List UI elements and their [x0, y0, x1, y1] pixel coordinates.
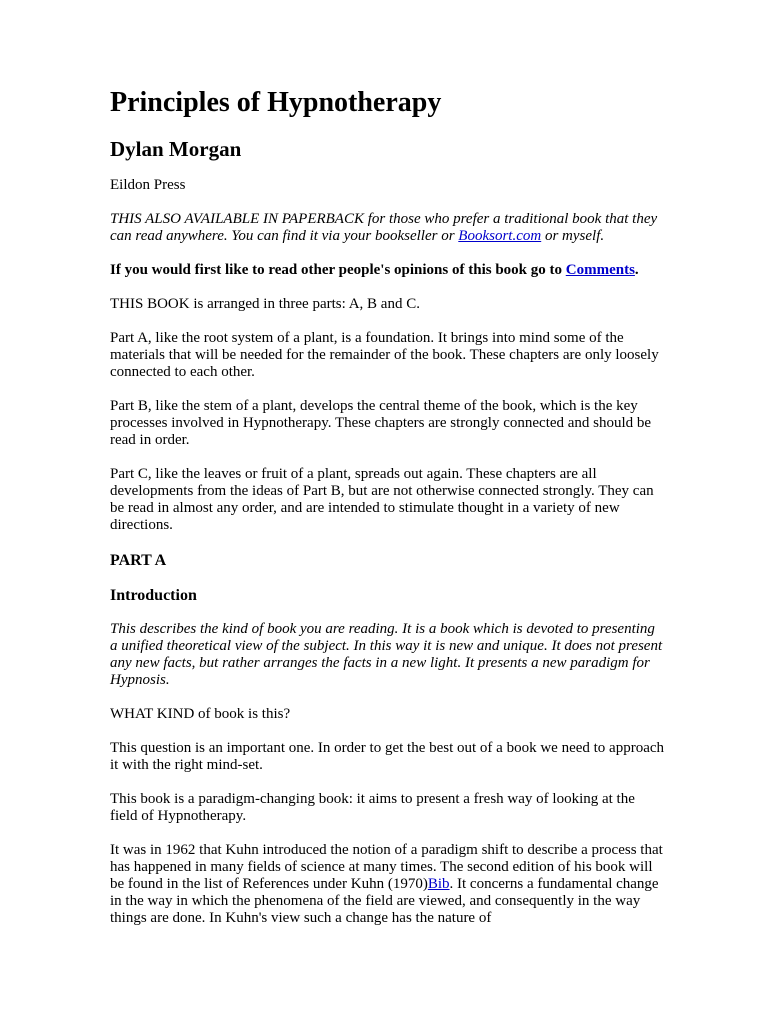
- comments-note: [110, 262, 666, 279]
- what-kind-question: WHAT KIND of book is this?: [110, 706, 291, 722]
- part-b-description: Part B, like the stem of a plant, develops the central theme of the book, which is the key processes involved in Hypnotherapy. These chapters are strongly connected and should be read in order.: [110, 398, 652, 448]
- kuhn-paragraph: [110, 842, 666, 927]
- question-paragraph: This question is an important one. In order to get the best out of a book we need to approach it with the right mind-set.: [110, 740, 665, 773]
- paperback-note: [110, 211, 666, 245]
- paradigm-paragraph: This book is a paradigm-changing book: it aims to present a fresh way of looking at the field of Hypnotherapy.: [110, 791, 635, 824]
- introduction-heading: Introduction: [110, 587, 197, 604]
- booksort-link[interactable]: Booksort.com: [458, 228, 542, 244]
- part-a-description: Part A, like the root system of a plant, is a foundation. It brings into mind some of the materials that will be needed for the remainder of the book. These chapters are only loosely connected to each other.: [110, 330, 659, 380]
- book-title: Principles of Hypnotherapy: [110, 87, 442, 118]
- arrangement-text: THIS BOOK is arranged in three parts: A, B and C.: [110, 296, 420, 312]
- paperback-text: THIS ALSO AVAILABLE IN PAPERBACK for those who prefer a traditional book that they can read anywhere. You can find it via your bookseller or: [110, 211, 658, 244]
- document-body: [110, 86, 666, 927]
- kuhn-text: It was in 1962 that Kuhn introduced the notion of a paradigm shift to describe a process that has happened in many fields of science at many times. The second edition of his book will be found in the list of References under Kuhn (1970): [110, 842, 663, 892]
- comments-text: If you would first like to read other people's opinions of this book go to: [110, 262, 566, 278]
- part-a-heading: PART A: [110, 552, 167, 569]
- bib-link[interactable]: Bib: [427, 876, 450, 892]
- comments-text-end: .: [634, 262, 639, 278]
- paperback-text-end: or myself.: [541, 228, 605, 244]
- kuhn-text-end: . It concerns a fundamental change in the way in which the phenomena of the field are viewed, and consequently in the way things are done. In Kuhn's view such a change has the nature of: [110, 876, 659, 926]
- part-c-description: Part C, like the leaves or fruit of a plant, spreads out again. These chapters are all developments from the ideas of Part B, but are not otherwise connected strongly. They can be read in almost any order, and are intended to stimulate thought in a variety of new directions.: [110, 466, 654, 533]
- introduction-summary: This describes the kind of book you are reading. It is a book which is devoted to presenting a unified theoretical view of the subject. In this way it is new and unique. It does not present any new facts, but rather arranges the facts in a new light. It presents a new paradigm for Hypnosis.: [110, 621, 663, 688]
- comments-link[interactable]: Comments: [565, 262, 635, 278]
- publisher: Eildon Press: [110, 177, 186, 193]
- author-name: Dylan Morgan: [110, 137, 242, 161]
